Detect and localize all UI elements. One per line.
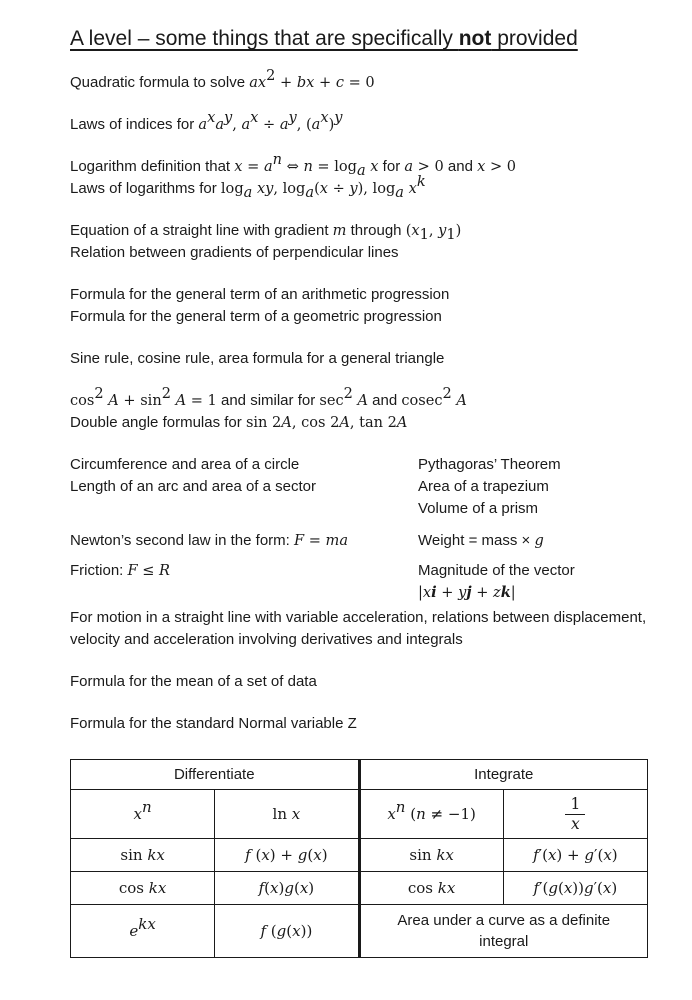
table-cell-fprime-plus-gprime: f′(x) + g′(x) — [503, 839, 647, 872]
line-logarithm-definition: Logarithm definition that $x = a^n$ ⇔ $n = \log_a x$ for a > 0 and x > 0 — [70, 151, 517, 180]
line-circle: Circumference and area of a circle — [70, 456, 300, 473]
table-cell-f-times-g: f(x)g(x) — [215, 872, 359, 905]
line-quadratic-formula: Quadratic formula to solve $ax^2$ + bx + c = 0 — [70, 67, 375, 91]
line-perpendicular-gradients: Relation between gradients of perpendicular lines — [70, 244, 399, 261]
calculus-table — [70, 759, 648, 958]
page-title: A level – some things that are specifically not provided — [70, 27, 578, 50]
table-cell-e-kx: $e^{kx}$ — [71, 905, 215, 958]
mechanics-row-newton — [70, 530, 648, 552]
line-newton-second-law: Newton’s second law in the form: F = ma — [70, 532, 348, 549]
line-arc-sector: Length of an arc and area of a sector — [70, 478, 316, 495]
table-header-differentiate: Differentiate — [71, 760, 360, 790]
table-cell-one-over-x — [503, 790, 647, 839]
table-cell-sin-kx: sin kx — [71, 839, 215, 872]
line-prism: Volume of a prism — [418, 500, 539, 517]
fraction-denominator: x — [571, 814, 580, 833]
table-header-integrate: Integrate — [359, 760, 648, 790]
table-cell-cos-kx-integrate: cos kx — [359, 872, 503, 905]
table-row — [71, 839, 648, 872]
line-variable-acceleration: For motion in a straight line with variable acceleration, relations between displacement, velocity and acceleration involving derivatives and integrals — [70, 609, 647, 648]
line-vector-magnitude-expression: |xi + yj + zk| — [418, 584, 516, 601]
table-cell-area-under-curve: Area under a curve as a definite integral — [359, 905, 648, 958]
table-row — [71, 872, 648, 905]
table-cell-sin-kx-integrate: sin kx — [359, 839, 503, 872]
table-cell-ln-x: ln x — [215, 790, 359, 839]
line-trapezium: Area of a trapezium — [418, 478, 549, 495]
geometry-left-column — [70, 454, 418, 520]
table-cell-cos-kx: cos kx — [71, 872, 215, 905]
table-cell-xn: $x^n$ — [71, 790, 215, 839]
line-standard-normal: Formula for the standard Normal variable Z — [70, 715, 357, 732]
line-laws-of-indices: Laws of indices for $a^xa^y$, $a^x \div a^y$, $(a^x)^y$ — [70, 109, 343, 133]
table-cell-f-of-g: f (g(x)) — [215, 905, 359, 958]
table-cell-xn-condition: $x^n$ (n ≠ −1) — [359, 790, 503, 839]
line-trig-identity: $\cos^2 A + \sin^2 A = 1$ and similar for $\sec^2 A$ and cosec$^2$ A — [70, 385, 467, 409]
line-geometric-progression: Formula for the general term of a geometric progression — [70, 308, 442, 325]
table-cell-f-plus-g: f (x) + g(x) — [215, 839, 359, 872]
table-header-row — [71, 760, 648, 790]
line-laws-of-logarithms: Laws of logarithms for $\log_a$ xy, $\log_a(x \div y)$, $\log_a x^k$ — [70, 173, 426, 202]
line-pythagoras: Pythagoras’ Theorem — [418, 456, 561, 473]
mechanics-row-friction — [70, 560, 648, 604]
mechanics-left-newton — [70, 530, 418, 552]
line-weight: Weight = mass × g — [418, 532, 544, 549]
geometry-right-column — [418, 454, 648, 520]
table-row — [71, 905, 648, 958]
line-double-angle: Double angle formulas for sin 2A, cos 2A, tan 2A — [70, 414, 408, 431]
mechanics-right-weight — [418, 530, 648, 552]
line-friction: Friction: F ≤ R — [70, 562, 170, 579]
geometry-section — [70, 454, 648, 520]
line-vector-magnitude-label: Magnitude of the vector — [418, 562, 575, 579]
line-straight-line-equation: Equation of a straight line with gradient m through ($x_1$, $y_1$) — [70, 222, 462, 244]
table-row — [71, 790, 648, 839]
table-cell-chain-rule: f′(g(x))g′(x) — [503, 872, 647, 905]
fraction-one-over-x — [565, 796, 585, 832]
fraction-numerator: 1 — [565, 796, 585, 814]
mechanics-left-friction — [70, 560, 418, 604]
mechanics-right-vector — [418, 560, 648, 604]
line-arithmetic-progression: Formula for the general term of an arithmetic progression — [70, 286, 450, 303]
line-mean-of-data: Formula for the mean of a set of data — [70, 673, 317, 690]
line-sine-cosine-rule: Sine rule, cosine rule, area formula for a general triangle — [70, 350, 445, 367]
